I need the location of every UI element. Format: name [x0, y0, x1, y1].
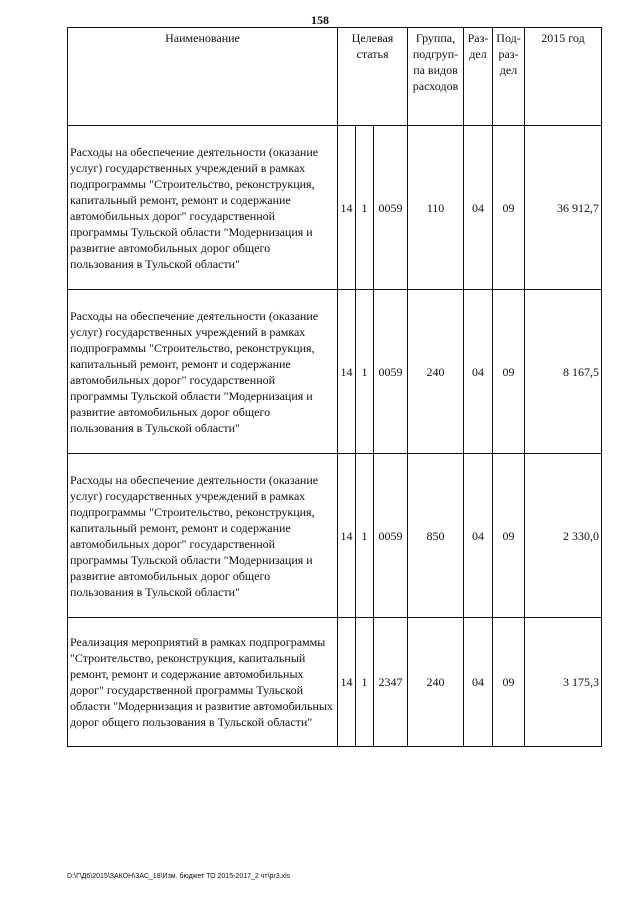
- row-section: 04: [464, 618, 493, 747]
- row-subsection: 09: [493, 290, 525, 454]
- row-group: 240: [408, 618, 464, 747]
- row-target-part3: 0059: [374, 454, 408, 618]
- row-name: Расходы на обеспечение деятельности (оказание услуг) государственных учреждений в рамках подпрограммы "Строительство, реконструкция, капитальный ремонт, ремонт и содержание автомобильных дорог" государственной программы Тульской области "Модернизация и развитие автомобильных дорог общего пользования в Тульской области": [68, 290, 338, 454]
- row-group: 240: [408, 290, 464, 454]
- table-row: [68, 126, 602, 290]
- header-group: Группа, подгруп-па видов расходов: [408, 28, 464, 126]
- row-group: 850: [408, 454, 464, 618]
- table-row: [68, 454, 602, 618]
- row-target-part3: 0059: [374, 290, 408, 454]
- row-target-part3: 0059: [374, 126, 408, 290]
- row-subsection: 09: [493, 126, 525, 290]
- row-target-part2: 1: [356, 454, 374, 618]
- row-section: 04: [464, 454, 493, 618]
- table-header-row: [68, 28, 602, 126]
- row-amount: 3 175,3: [525, 618, 602, 747]
- header-name: Наименование: [68, 28, 338, 126]
- budget-table: [67, 27, 602, 747]
- row-target-part1: 14: [338, 454, 356, 618]
- row-target-part2: 1: [356, 126, 374, 290]
- row-target-part2: 1: [356, 618, 374, 747]
- row-section: 04: [464, 126, 493, 290]
- header-target: Целевая статья: [338, 28, 408, 126]
- row-name: Расходы на обеспечение деятельности (оказание услуг) государственных учреждений в рамках подпрограммы "Строительство, реконструкция, капитальный ремонт, ремонт и содержание автомобильных дорог" государственной программы Тульской области "Модернизация и развитие автомобильных дорог общего пользования в Тульской области": [68, 454, 338, 618]
- row-subsection: 09: [493, 618, 525, 747]
- row-subsection: 09: [493, 454, 525, 618]
- file-path-footer: D:\Г\Д6\2015\ЗАКОН\ЗАС_18\Изм. бюджет ТО 2015-2017_2 чт\pr3.xls: [67, 873, 291, 880]
- row-name: Расходы на обеспечение деятельности (оказание услуг) государственных учреждений в рамках подпрограммы "Строительство, реконструкция, капитальный ремонт, ремонт и содержание автомобильных дорог" государственной программы Тульской области "Модернизация и развитие автомобильных дорог общего пользования в Тульской области": [68, 126, 338, 290]
- row-amount: 36 912,7: [525, 126, 602, 290]
- header-section: Раз-дел: [464, 28, 493, 126]
- row-target-part1: 14: [338, 618, 356, 747]
- row-name: Реализация мероприятий в рамках подпрограммы "Строительство, реконструкция, капитальный ремонт, ремонт и содержание автомобильных дорог" государственной программы Тульской области "Модернизация и развитие автомобильных дорог общего пользования в Тульской области": [68, 618, 338, 747]
- page-number: 158: [311, 13, 329, 27]
- row-target-part2: 1: [356, 290, 374, 454]
- table-row: [68, 618, 602, 747]
- header-year: 2015 год: [525, 28, 602, 126]
- row-target-part1: 14: [338, 290, 356, 454]
- row-target-part1: 14: [338, 126, 356, 290]
- row-section: 04: [464, 290, 493, 454]
- row-group: 110: [408, 126, 464, 290]
- row-amount: 2 330,0: [525, 454, 602, 618]
- row-target-part3: 2347: [374, 618, 408, 747]
- row-amount: 8 167,5: [525, 290, 602, 454]
- table-row: [68, 290, 602, 454]
- header-subsection: Под-раз-дел: [493, 28, 525, 126]
